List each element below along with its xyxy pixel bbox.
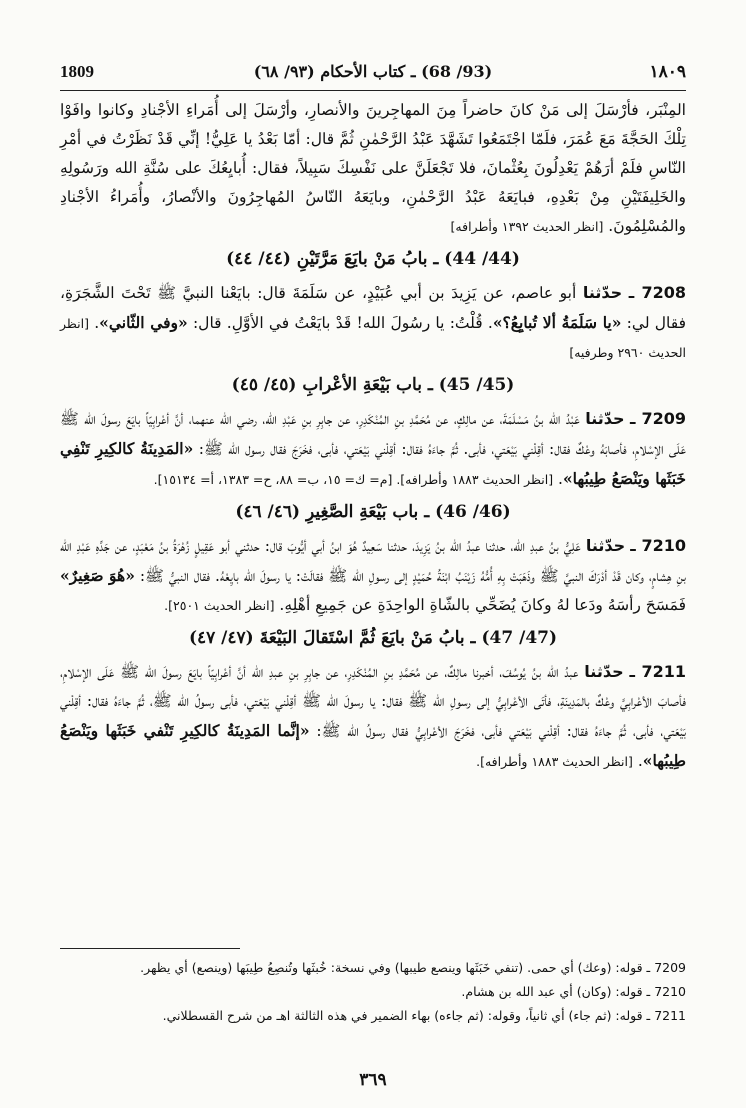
- hadith-7211: [60, 657, 686, 776]
- hadith-ref: [انظر الحديث ١٨٨٣ وأطرافه]. [م= ك= ١٥، ب= ٨٨، ح= ١٣٨٣، أ= ١٥١٣٤].: [153, 472, 554, 487]
- intro-paragraph: [60, 96, 686, 241]
- running-title: (93/ 68) ـ كتاب الأحكام (٩٣/ ٦٨): [253, 62, 493, 81]
- hadith-text: .: [553, 470, 563, 488]
- footnote-7211: 7211 ـ قوله: (ثم جاء) أي ثانياً، وقوله: (ثم جاءه) بهاء الضمير في هذه الثالثة اهـ من شرح القسطلاني.: [162, 1008, 686, 1023]
- footnotes: [60, 956, 686, 1028]
- hadith-text: عَلِيُّ بنُ عبدِ الله، حدثنا عبدُ الله بنُ يَزِيدَ، حدثنا سَعِيدٌ هُوَ ابنُ أبي أيُّوبَ قال: حدثني أبو عَقِيلٍ زُهْرَةُ بنُ مَعْبَدٍ، عن جَدِّهِ عَبْدِ الله بنِ هِشامٍ، وكان قَدْ أدْرَكَ النبيَّ ﷺ وذَهَبَتْ بِهِ أُمُّهُ زَيْنَبُ ابْنَةُ حُمَيْدٍ إلى رسولِ الله ﷺ فقالَتْ: يا رسولَ الله بايِعْهُ. فقال النبيُّ ﷺ:: [60, 537, 686, 585]
- prophetic-quote: «المَدِينَةُ كالكِيرِ تَنْفِي خَبَثَها ويَنْصَعُ طِيبُها»: [60, 439, 686, 488]
- hadith-ref: [انظر الحديث ٢٥٠١].: [164, 598, 275, 613]
- hadith-7210: [60, 531, 686, 620]
- page-number-arabic: ١٨٠٩: [649, 62, 686, 82]
- hadith-7208: [60, 278, 686, 367]
- folio-page-number: ٣٦٩: [359, 1070, 387, 1090]
- page-number-latin: 1809: [60, 62, 94, 81]
- hadith-text: عبدُ الله بنُ يُوسُفَ، أخبرنا مالِكٌ، عن مُحَمَّدِ بنِ المُنْكَدِرِ، عن جابِرِ بنِ عبدِ الله أنَّ أعْرابِيّاً بايَعَ رسولَ الله ﷺ عَلَى الإسْلامِ، فأصابَ الأعْرابِيَّ وعْكٌ بالمَدِينَةِ، فأتَى الأعْرابِيُّ إلى رسولِ الله ﷺ فقال: يا رسولَ الله ﷺ أقِلْني بَيْعَتي، فأبى رسولُ الله ﷺ، ثُمَّ جاءَهُ فقال: أقِلْني بَيْعَتي، فأبى، ثُمَّ جاءَهُ فقال: أقِلْني بَيْعَتي فأبى، فخَرَجَ الأعْرابِيُّ فقال رسولُ الله ﷺ:: [60, 663, 686, 740]
- footnote-7209: 7209 ـ قوله: (وعك) أي حمى. (تنفي خَبَثَها وينصع طيبها) وفي نسخة: خُبثَها وتُنصِعُ طِيبَها (وينصع) أي يظهر.: [140, 960, 686, 975]
- chapter-heading-44: (44/ 44) ـ بابُ مَنْ بايَعَ مَرَّتَيْنِ (٤٤/ ٤٤): [226, 249, 520, 269]
- hadith-number: 7209 ـ: [629, 409, 686, 428]
- hadith-number: 7208 ـ: [628, 283, 686, 302]
- chapter-heading-45: (45/ 45) ـ باب بَيْعَةِ الأعْرابِ (٤٥/ ٤٥): [231, 375, 515, 395]
- running-header: [60, 62, 686, 88]
- hadith-text: .: [632, 752, 643, 770]
- intro-text: المِنْبَر، فأرْسَلَ إلى مَنْ كانَ حاضراً مِنَ المهاجِرينَ والأنصارِ، وأرْسَلَ إلى أُمَراءِ الأجْنادِ وكانوا وافَوْا تِلْكَ الحَجَّةَ مَعَ عُمَرَ، فلَمّا اجْتَمَعُوا تَشَهَّدَ عَبْدُ الرَّحْمٰنِ ثُمَّ قال: أمّا بَعْدُ يا عَلِيُّ! إنِّي قَدْ نَظَرْتُ في أمْرِ النّاسِ فلَمْ أرَهُمْ يَعْدِلُونَ بِعُثْمانَ، فلا تَجْعَلَنَّ على نَفْسِكَ سَبِيلاً، فقال: أُبايِعُكَ على سُنَّةِ الله ورَسُولِهِ والخَلِيفَتَيْنِ مِنْ بَعْدِهِ، فبايَعَهُ عَبْدُ الرَّحْمٰنِ، وبايَعَهُ النّاسُ المُهاجِرُونَ والأنْصارُ، وأُمَراءُ الأجْنادِ والمُسْلِمُونَ.: [60, 101, 686, 235]
- hadith-text: .: [88, 314, 100, 332]
- hadith-text: . قُلْتُ: يا رسُولَ الله! قَدْ بايَعْتُ في الأوَّلِ. قال:: [187, 314, 493, 332]
- footnote-7210: 7210 ـ قوله: (وكان) أي عبد الله بن هشام.: [461, 984, 686, 999]
- hadith-7209: [60, 404, 686, 494]
- haddatha-label: حدّثنا: [584, 662, 624, 681]
- hadith-ref: [انظر الحديث ١٨٨٣ وأطرافه].: [476, 754, 633, 769]
- footnote-separator: [60, 948, 240, 949]
- header-rule: [60, 90, 686, 91]
- haddatha-label: حدّثنا: [582, 283, 623, 302]
- prophetic-quote: «إنَّما المَدِينَةُ كالكِيرِ تَنْفي خَبَثَها ويَنْصَعُ طِيبُها»: [60, 721, 686, 770]
- chapter-heading-46: (46/ 46) ـ باب بَيْعَةِ الصَّغِيرِ (٤٦/ ٤٦): [235, 502, 511, 522]
- prophetic-quote: «هُوَ صَغِيرٌ»: [60, 566, 135, 585]
- hadith-text: فَمَسَحَ رأسَهُ ودَعا لهُ وكانَ يُضَحِّي بالشّاةِ الواحِدَةِ عن جَمِيعِ أهْلِهِ.: [274, 596, 686, 614]
- hadith-ref: [انظر الحديث ٢٩٦٠ وطرفيه]: [60, 316, 686, 360]
- haddatha-label: حدّثنا: [585, 536, 626, 555]
- prophetic-quote: «وفي الثّاني»: [99, 313, 188, 332]
- hadith-text: عَبْدُ الله بنُ مَسْلَمَةَ، عن مالِكٍ، عن مُحَمَّدِ بنِ المُنْكَدِرِ، عن جابِرِ بنِ عَبْدِ الله، رضي الله عنهما، أنَّ أعْرابِيّاً بايَعَ رسولَ الله ﷺ عَلَى الإسْلامِ، فأصابَهُ وعْكٌ فقال: أقِلْني بَيْعَتي، فأبى. ثُمَّ جاءَهُ فقال: أقِلْني بَيْعَتي، فأبى، فخَرَجَ فقال رسول الله ﷺ:: [60, 410, 687, 458]
- hadith-number: 7210 ـ: [630, 536, 686, 555]
- hadith-text: أبو عاصم، عن يَزِيدَ بن أبي عُبَيْدٍ، عن سَلَمَةَ قال: بايَعْنا النبيَّ ﷺ تَحْتَ الشَّجَرَةِ، فقال لي:: [60, 284, 687, 332]
- hadith-number: 7211 ـ: [629, 662, 687, 681]
- haddatha-label: حدّثنا: [585, 409, 625, 428]
- chapter-heading-47: (47/ 47) ـ بابُ مَنْ بايَعَ ثُمَّ اسْتَقالَ البَيْعَةَ (٤٧/ ٤٧): [188, 628, 558, 648]
- main-text: [60, 96, 686, 776]
- intro-ref: [انظر الحديث ١٣٩٢ وأطرافه]: [450, 219, 604, 234]
- prophetic-quote: «يا سَلَمَةُ ألا تُبايِعُ؟»: [492, 313, 622, 332]
